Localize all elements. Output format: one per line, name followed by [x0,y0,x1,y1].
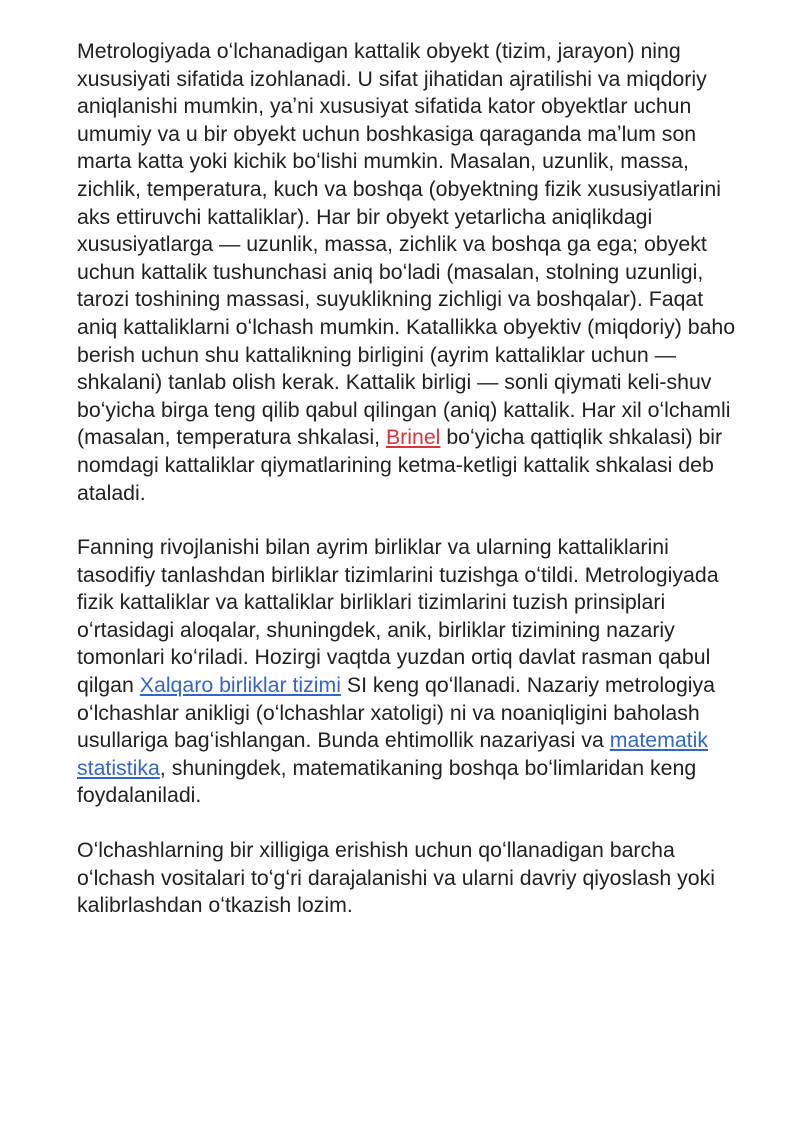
paragraph-1-text-2: boʻyicha qattiqlik shkalasi) bir nomdagi kattaliklar qiymatlarining ketma-ketligi kattalik shkalasi deb ataladi. [77,425,723,505]
article-body [77,38,737,947]
paragraph-2-text-1: Fanning rivojlanishi bilan ayrim birliklar va ularning kattaliklarini tasodifiy tanlashdan birliklar tizimlarini tuzishga oʻtildi. Metrologiyada fizik kattaliklar va kattaliklar birliklari tizimlarini tuzish prinsiplari oʻrtasidagi aloqalar, shuningdek, anik, birliklar tizimining nazariy tomonlari koʻriladi. Hozirgi vaqtda yuzdan ortiq davlat rasman qabul qilgan [77,535,719,698]
paragraph-3-text-1: Oʻlchashlarning bir xilligiga erishish uchun qoʻllanadigan barcha oʻlchash vositalari toʻgʻri darajalanishi va ularni davriy qiyoslash yoki kalibrlashdan oʻtkazish lozim. [77,838,716,918]
paragraph-2-text-3: , shuningdek, matematikaning boshqa boʻlimlaridan keng foydalaniladi. [77,755,697,808]
paragraph-2-text-2: SI keng qoʻllanadi. Nazariy metrologiya oʻlchashlar anikligi (oʻlchashlar xatoligi) ni va noaniqligini baholash usullariga bagʻishlangan. Bunda ehtimollik nazariyasi va [77,673,716,753]
paragraph-1-text-1: Metrologiyada oʻlchanadigan kattalik obyekt (tizim, jarayon) ning xususiyati sifatida izohlanadi. U sifat jihatidan ajratilishi va miqdoriy aniqlanishi mumkin, yaʼni xususiyat sifatida kator obyektlar uchun umumiy va u bir obyekt uchun boshkasiga qaraganda maʼlum son marta katta yoki kichik boʻlishi mumkin. Masalan, uzunlik, massa, zichlik, temperatura, kuch va boshqa (obyektning fizik xususiyatlarini aks ettiruvchi kattaliklar). Har bir obyekt yetarlicha aniqlikdagi xususiyatlarga — uzunlik, massa, zichlik va boshqa ga ega; obyekt uchun kattalik tushunchasi aniq boʻladi (masalan, stolning uzunligi, tarozi toshining massasi, suyuklikning zichligi va boshqalar). Faqat aniq kattaliklarni oʻlchash mumkin. Katallikka obyektiv (miqdoriy) baho berish uchun shu kattalikning birligini (ayrim kattaliklar uchun — shkalani) tanlab olish kerak. Kattalik birligi — sonli qiymati keli-shuv boʻyicha birga teng qilib qabul qilingan (aniq) kattalik. Har xil oʻlchamli (masalan, temperatura shkalasi, [77,39,736,450]
paragraph-3 [77,837,737,920]
si-system-link[interactable]: Xalqaro birliklar tizimi [139,673,341,698]
paragraph-1 [77,38,737,507]
math-statistics-link[interactable]: matematik statistika [77,728,708,780]
paragraph-2 [77,534,737,810]
brinel-link[interactable]: Brinel [385,425,441,450]
